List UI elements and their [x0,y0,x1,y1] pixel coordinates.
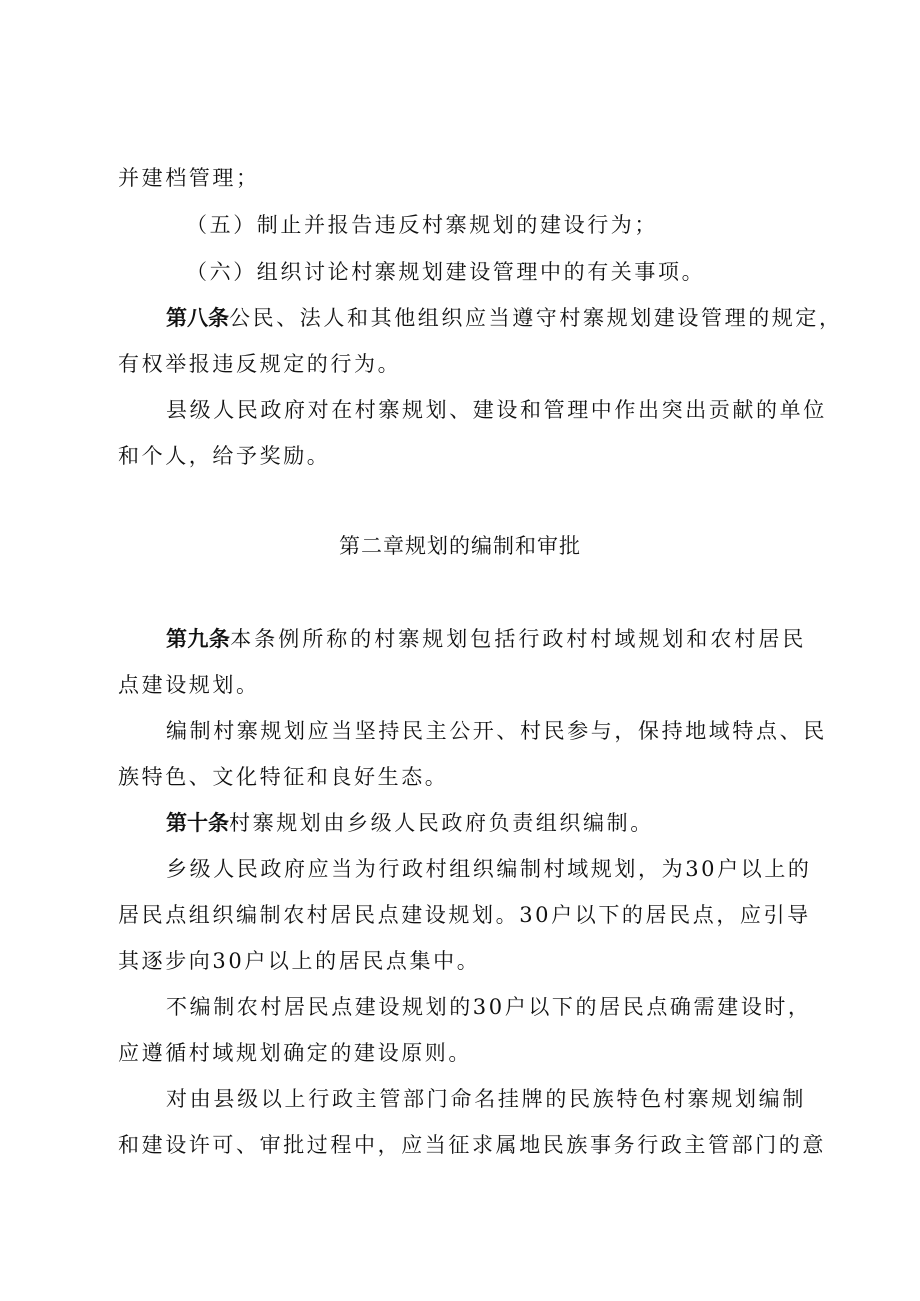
text-line: 和个人，给予奖励。 [118,444,331,468]
text-line: 并建档管理； [118,166,260,190]
text-line: 和建设许可、审批过程中，应当征求属地民族事务行政主管部门的意 [118,1133,826,1157]
article-label: 第十条 [166,811,229,835]
article-10-line [166,808,654,838]
article-label: 第八条 [166,306,229,330]
text-line: 乡级人民政府应当为行政村组织编制村域规划，为30户以上的 [166,857,812,881]
article-text: 本条例所称的村寨规划包括行政村村域规划和农村居民 [230,627,807,651]
article-8-line [166,303,843,333]
article-text: 公民、法人和其他组织应当遵守村寨规划建设管理的规定， [229,306,843,330]
text-line: （五）制止并报告违反村寨规划的建设行为； [186,213,658,237]
article-text: 村寨规划由乡级人民政府负责组织编制。 [229,811,654,835]
article-label: 第九条 [166,627,231,651]
text-line: 有权举报违反规定的行为。 [118,352,402,376]
text-line: 点建设规划。 [118,673,260,697]
text-line: 县级人民政府对在村寨规划、建设和管理中作出突出贡献的单位 [166,398,827,422]
article-9-line [166,624,806,654]
text-line: 对由县级以上行政主管部门命名挂牌的民族特色村寨规划编制 [166,1087,806,1111]
text-line: 族特色、文化特征和良好生态。 [118,765,449,789]
text-line: 不编制农村居民点建设规划的30户以下的居民点确需建设时， [166,995,812,1019]
text-line: 其逐步向30户以上的居民点集中。 [118,949,481,973]
chapter-title: 第二章规划的编制和审批 [339,534,581,558]
text-line: （六）组织讨论村寨规划建设管理中的有关事项。 [186,260,706,284]
text-line: 应遵循村域规划确定的建设原则。 [118,1041,472,1065]
text-line: 居民点组织编制农村居民点建设规划。30户以下的居民点，应引导 [118,903,811,927]
text-line: 编制村寨规划应当坚持民主公开、村民参与，保持地域特点、民 [166,719,827,743]
